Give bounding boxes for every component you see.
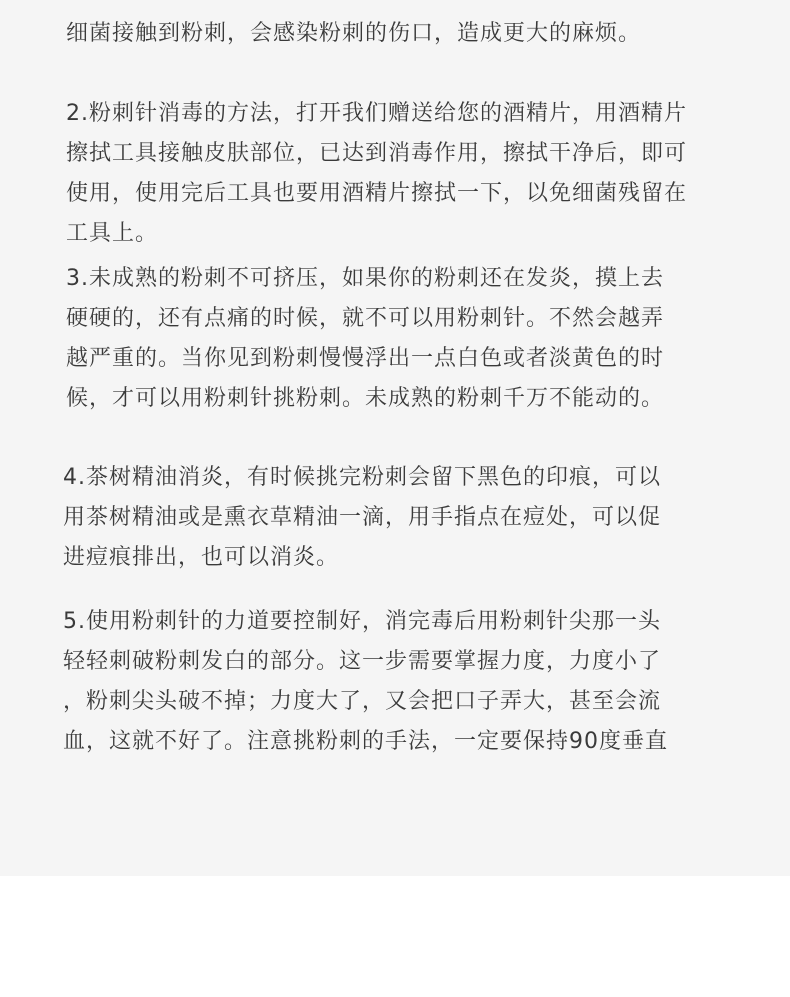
paragraph-3-line-3: 越严重的。当你见到粉刺慢慢浮出一点白色或者淡黄色的时 (66, 346, 665, 371)
paragraph-3-line-1: 3.未成熟的粉刺不可挤压，如果你的粉刺还在发炎，摸上去 (66, 266, 664, 291)
paragraph-5-line-4: 血，这就不好了。注意挑粉刺的手法，一定要保持90度垂直 (63, 729, 668, 754)
paragraph-1-line-1: 细菌接触到粉刺，会感染粉刺的伤口，造成更大的麻烦。 (66, 21, 642, 46)
paragraph-2-line-4: 工具上。 (66, 221, 159, 246)
paragraph-4-line-2: 用茶树精油或是熏衣草精油一滴，用手指点在痘处，可以促 (63, 505, 662, 530)
paragraph-2-line-3: 使用，使用完后工具也要用酒精片擦拭一下，以免细菌残留在 (66, 181, 688, 206)
paragraph-3-line-4: 候，才可以用粉刺针挑粉刺。未成熟的粉刺千万不能动的。 (66, 386, 665, 411)
paragraph-4-line-3: 进痘痕排出，也可以消炎。 (63, 545, 340, 570)
paragraph-4-line-1: 4.茶树精油消炎，有时候挑完粉刺会留下黑色的印痕，可以 (63, 465, 661, 490)
paragraph-5-line-1: 5.使用粉刺针的力道要控制好，消完毒后用粉刺针尖那一头 (63, 609, 661, 634)
paragraph-2-line-1: 2.粉刺针消毒的方法，打开我们赠送给您的酒精片，用酒精片 (66, 101, 687, 126)
paragraph-5-line-2: 轻轻刺破粉刺发白的部分。这一步需要掌握力度，力度小了 (63, 649, 662, 674)
paragraph-2-line-2: 擦拭工具接触皮肤部位，已达到消毒作用，擦拭干净后，即可 (66, 141, 688, 166)
paragraph-5-line-3: ，粉刺尖头破不掉；力度大了，又会把口子弄大，甚至会流 (63, 689, 662, 714)
paragraph-3-line-2: 硬硬的，还有点痛的时候，就不可以用粉刺针。不然会越弄 (66, 306, 665, 331)
